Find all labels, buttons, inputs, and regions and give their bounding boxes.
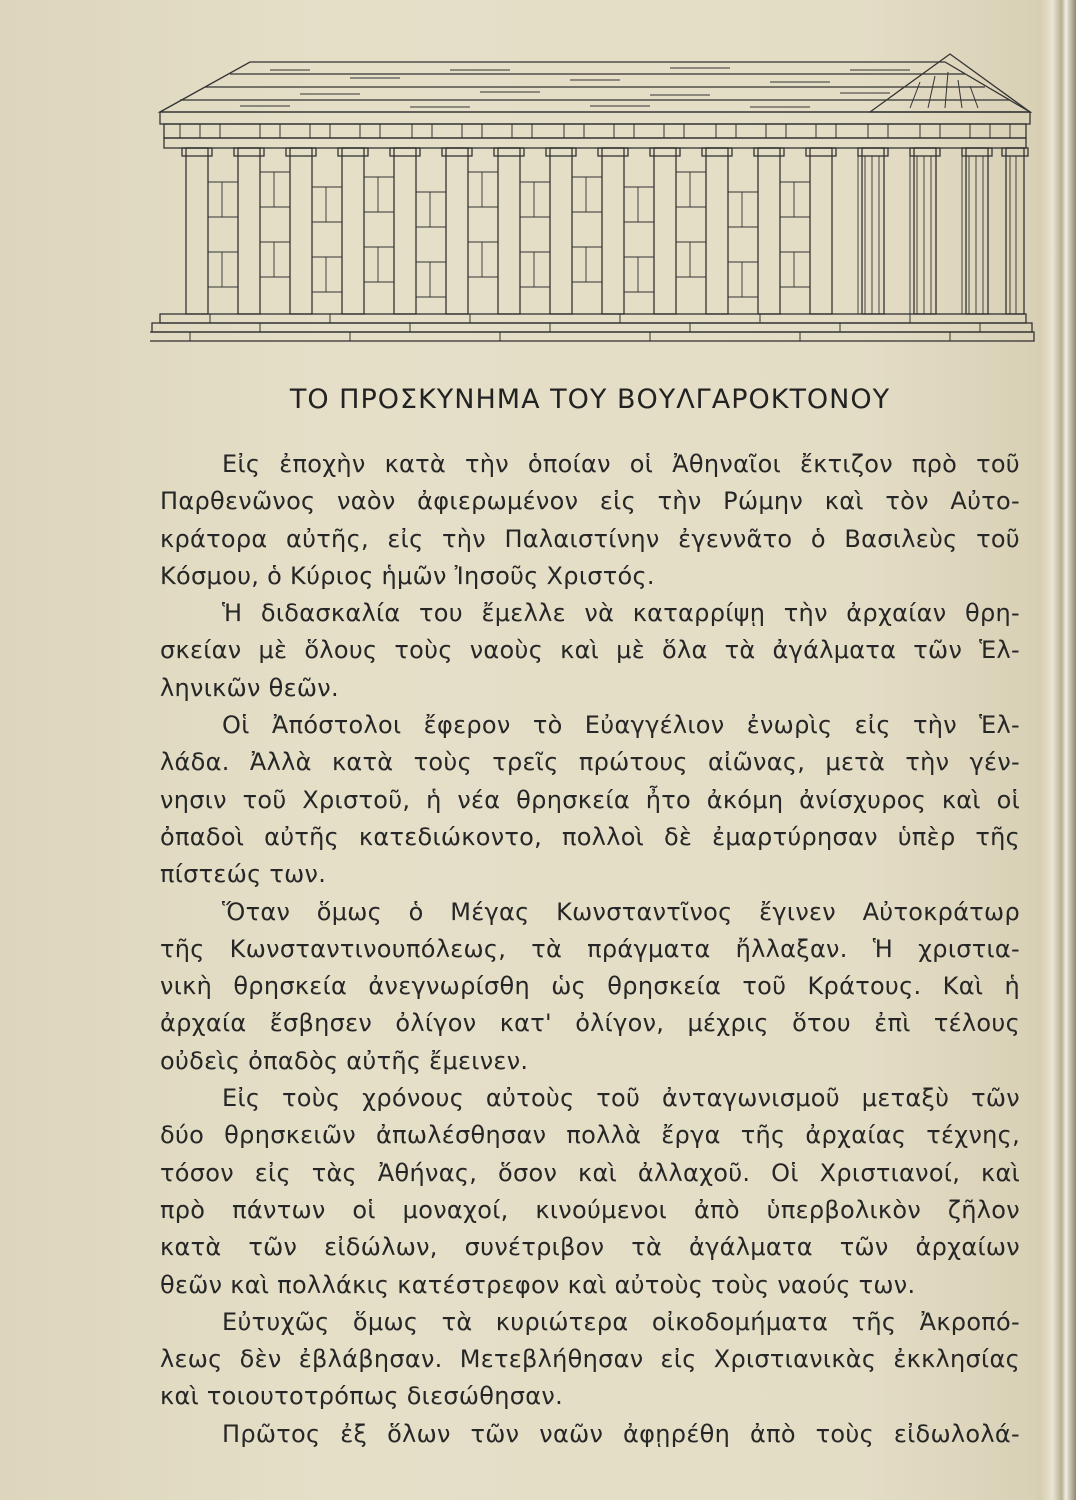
text-line: ὀπαδοὶ αὐτῆς κατεδιώκοντο, πολλοὶ δὲ ἐμαρτύρησαν ὑπὲρ τῆς — [160, 822, 1020, 851]
text-line: Ὅταν ὅμως ὁ Μέγας Κωνσταντῖνος ἔγινεν Αὐτοκράτωρ — [222, 897, 1020, 926]
temple-roof — [160, 54, 1030, 112]
text-line: Παρθενῶνος ναὸν ἀφιερωμένον εἰς τὴν Ρώμην καὶ τὸν Αὐτο- — [160, 487, 1020, 516]
temple-cella-wall — [208, 172, 810, 297]
text-line: πρὸ πάντων οἱ μοναχοί, κινούμενοι ἀπὸ ὑπερβολικὸν ζῆλον — [160, 1195, 1020, 1224]
text-line: Κόσμου, ὁ Κύριος ἡμῶν Ἰησοῦς Χριστός. — [160, 561, 655, 590]
text-line: κατὰ τῶν εἰδώλων, συνέτριβον τὰ ἀγάλματα τῶν ἀρχαίων — [160, 1233, 1020, 1262]
temple-steps — [150, 314, 1034, 341]
text-line: σκείαν μὲ ὅλους τοὺς ναοὺς καὶ μὲ ὅλα τὰ ἀγάλματα τῶν Ἑλ- — [160, 636, 1020, 665]
text-line: νησιν τοῦ Χριστοῦ, ἡ νέα θρησκεία ἦτο ἀκόμη ἀνίσχυρος καὶ οἱ — [160, 785, 1020, 814]
text-line: καὶ τοιουτοτρόπως διεσώθησαν. — [160, 1382, 564, 1411]
text-line: κράτορα αὐτῆς, εἰς τὴν Παλαιστίνην ἐγεννᾶτο ὁ Βασιλεὺς τοῦ — [160, 524, 1020, 553]
text-line: τῆς Κωνσταντινουπόλεως, τὰ πράγματα ἤλλαξαν. Ἡ χριστια- — [160, 934, 1020, 963]
body-text — [160, 446, 1020, 1453]
temple-columns — [182, 148, 1028, 314]
text-line: ἀρχαία ἔσβησεν ὀλίγον κατ' ὀλίγον, μέχρις ὅτου ἐπὶ τέλους — [160, 1009, 1020, 1038]
text-line: τόσον εἰς τὰς Ἀθήνας, ὅσον καὶ ἀλλαχοῦ. Οἱ Χριστιανοί, καὶ — [160, 1158, 1020, 1187]
text-line: θεῶν καὶ πολλάκις κατέστρεφον καὶ αὐτοὺς τοὺς ναούς των. — [160, 1270, 916, 1299]
text-line: λεως δὲν ἐβλάβησαν. Μετεβλήθησαν εἰς Χριστιανικὰς ἐκκλησίας — [160, 1345, 1020, 1374]
text-line: Ἡ διδασκαλία του ἔμελλε νὰ καταρρίψῃ τὴν ἀρχαίαν θρη- — [222, 599, 1020, 628]
text-line: ληνικῶν θεῶν. — [160, 673, 339, 702]
text-line: Εἰς ἐποχὴν κατὰ τὴν ὁποίαν οἱ Ἀθηναῖοι ἔκτιζον πρὸ τοῦ — [222, 450, 1020, 478]
text-line: Εἰς τοὺς χρόνους αὐτοὺς τοῦ ἀνταγωνισμοῦ μεταξὺ τῶν — [222, 1084, 1020, 1113]
temple-entablature — [160, 112, 1030, 148]
text-line: Εὐτυχῶς ὅμως τὰ κυριώτερα οἰκοδομήματα τῆς Ἀκροπό- — [222, 1307, 1020, 1336]
text-line: Πρῶτος ἐξ ὅλων τῶν ναῶν ἀφῃρέθη ἀπὸ τοὺς εἰδωλολά- — [222, 1419, 1020, 1448]
text-line: οὐδεὶς ὀπαδὸς αὐτῆς ἔμεινεν. — [160, 1046, 529, 1075]
chapter-title: ΤΟ ΠΡΟΣΚΥΝΗΜΑ ΤΟΥ ΒΟΥΛΓΑΡΟΚΤΟΝΟΥ — [289, 384, 891, 415]
text-line: λάδα. Ἀλλὰ κατὰ τοὺς τρεῖς πρώτους αἰῶνας, μετὰ τὴν γέν- — [160, 748, 1020, 777]
book-page-edge — [1040, 0, 1076, 1500]
text-line: Οἱ Ἀπόστολοι ἔφερον τὸ Εὐαγγέλιον ἐνωρὶς εἰς τὴν Ἑλ- — [222, 711, 1020, 740]
text-line: δύο θρησκειῶν ἀπωλέσθησαν πολλὰ ἔργα τῆς ἀρχαίας τέχνης, — [160, 1121, 1020, 1150]
text-line: νικὴ θρησκεία ἀνεγνωρίσθη ὡς θρησκεία τοῦ Κράτους. Καὶ ἡ — [160, 972, 1020, 1001]
parthenon-illustration — [150, 42, 1040, 347]
text-line: πίστεώς των. — [160, 860, 327, 889]
